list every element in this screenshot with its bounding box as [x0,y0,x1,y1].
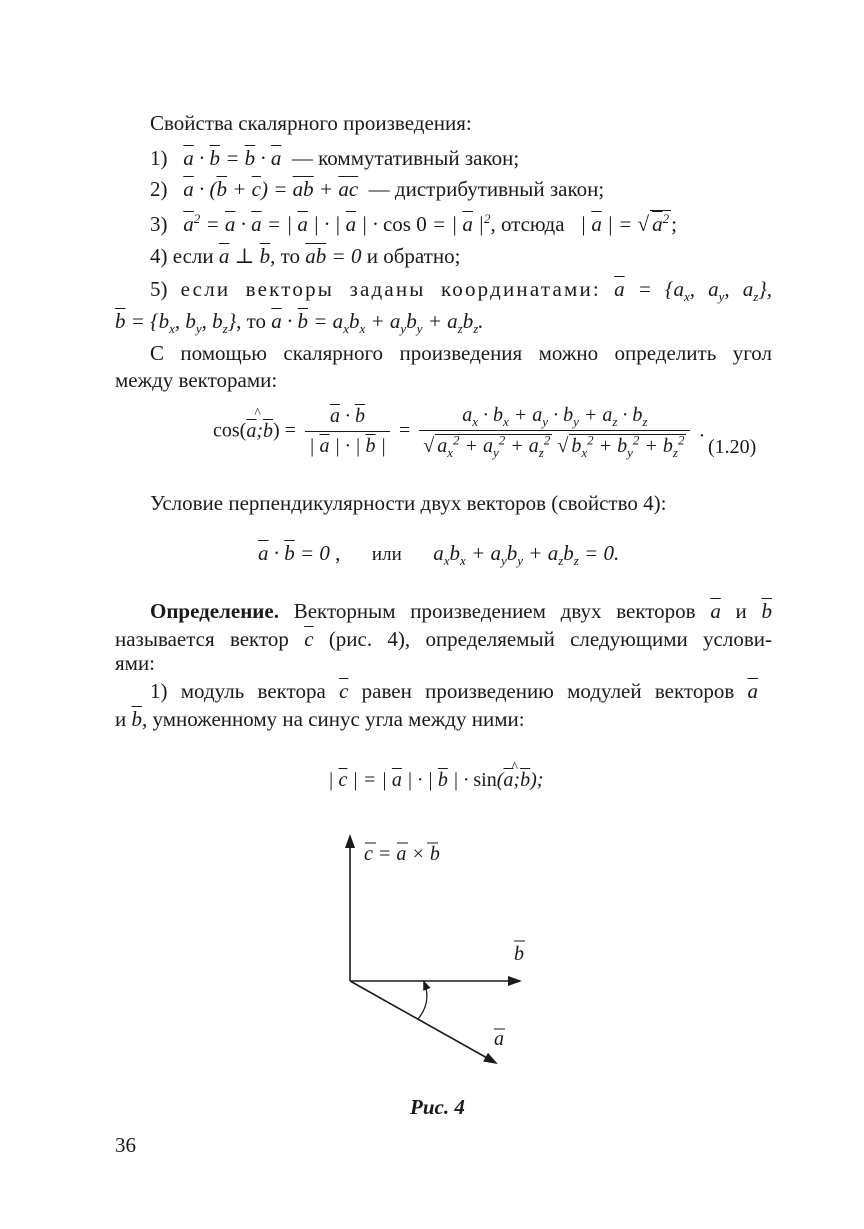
property-2: 2) $\overline{a} \cdot (\overline{b} + \overline{c}) = \overline{a}\overline{b} + \overline{a}\overline{c}$ — дистрибутивный закон; [150,177,605,201]
definition-line-3: ями: [115,651,156,675]
definition-line-1: Определение. Векторным произведением двух векторов $\overline{a}$ и $\overline{b}$ [150,599,772,623]
equation-number: (1.20) [708,436,757,458]
definition-line-2: называется вектор $\overline{c}$ (рис. 4), определяемый следующими услови- [115,627,773,651]
cross-product-magnitude: | $\overline{c}$ | = | $\overline{a}$ | · | $\overline{b}$ | · sin(^ $\overline{a};\overline{b}$); [328,767,543,793]
property-4: 4) если $\overline{a}$ ⊥ $\overline{b}$, то $\overline{a}\overline{b} = 0$ и обратно; [150,244,461,268]
perpendicularity-formula: $\overline{a} \cdot \overline{b} = 0$ , или $a_xb_x + a_yb_y + a_zb_z = 0$. [258,541,620,569]
figure-caption: Рис. 4 [410,1095,465,1119]
property-5: 5) если векторы заданы координатами: $\overline{a} = \{a_x$, $a_y$, $a_z$}, [150,277,773,305]
definition-item-1: 1) модуль вектора $\overline{c}$ равен произведению модулей векторов $\overline{a}$ [150,679,759,703]
properties-heading: Свойства скалярного произведения: [150,111,472,135]
equation-1-20: cos(^ $\overline{a};\overline{b}$) = $\frac{\overline{a} \cdot \overline{b}}{| \overline{a} | \cdot | \overline{b} |}$ = $\frac{a_x \cdot b_x + a_y \cdot b_y + a_z \cdot b_z}{√ a_x^2 + a_y^2 + a_z^2 √ b_x^2 + b_y^2 + b_z^2}$ . [213,404,704,458]
page-number: 36 [115,1133,136,1157]
property-3: 3) $\overline{a}^2 = \overline{a} \cdot \overline{a}$ = | $\overline{a}$ | · | $\overline{a}$ | · cos 0 = | $\overline{a}$ $|^2$, отсюда | $\overline{a}$ | = √ $a^2$; [150,211,677,236]
label-a: a [494,1028,504,1050]
angle-arc [418,982,427,1019]
definition-item-1-line-2: и $\overline{b}$, умноженному на синус угла между ними: [115,707,525,731]
label-c: c = a × b [364,843,440,865]
property-5-line-2: $\overline{b} = \{b_x$, $b_y$, $b_z$}, то $\overline{a} \cdot \overline{b} = a_xb_x + a_yb_y + a_zb_z$. [115,309,484,337]
vector-a-arrow [350,981,496,1063]
angle-text-line-2: между векторами: [115,368,278,392]
angle-text-line-1: С помощью скалярного произведения можно определить угол [150,341,772,365]
perpendicularity-text: Условие перпендикулярности двух векторов (свойство 4): [150,491,667,515]
property-1: 1) $\overline{a} \cdot \overline{b} = \overline{b} \cdot \overline{a}$ — коммутативный закон; [150,146,520,170]
label-b: b [514,943,524,965]
